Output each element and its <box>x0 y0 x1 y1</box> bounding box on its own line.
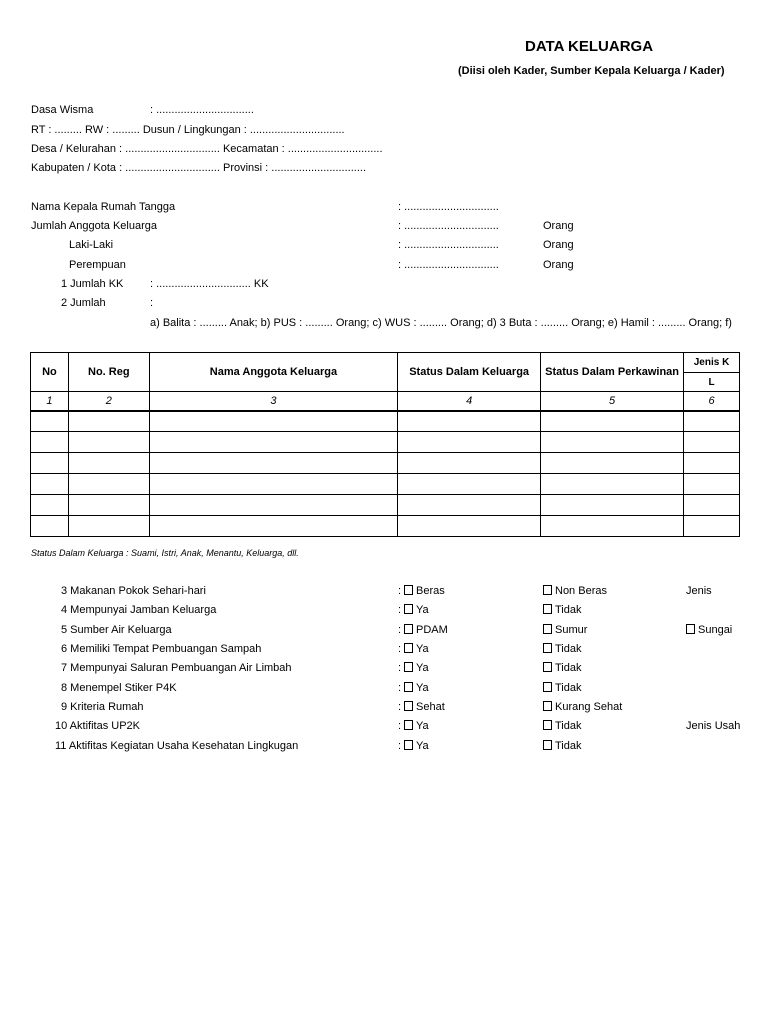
table-cell[interactable] <box>684 432 740 453</box>
col-number: 3 <box>149 392 397 411</box>
checkbox-icon[interactable] <box>404 682 413 692</box>
question-label: 5 Sumber Air Keluarga <box>61 624 172 636</box>
family-members-table <box>30 352 740 537</box>
question-colon: : <box>398 624 402 636</box>
option-label: Ya <box>416 604 429 616</box>
question-extra-label: Jenis Usah <box>686 720 740 732</box>
perempuan-field[interactable]: : ............................... <box>398 259 499 271</box>
option-label: Ya <box>416 662 429 674</box>
question-colon: : <box>398 701 402 713</box>
col-number: 2 <box>68 392 149 411</box>
question-colon: : <box>398 643 402 655</box>
col-header-no: No <box>31 353 69 392</box>
option-checkbox[interactable] <box>404 661 429 675</box>
col-number: 1 <box>31 392 69 411</box>
option-label: Sumur <box>555 624 588 636</box>
kabupaten-provinsi-field[interactable]: Kabupaten / Kota : ............................... Provinsi : ............................... <box>31 162 367 174</box>
table-cell[interactable] <box>684 411 740 432</box>
question-colon: : <box>398 740 402 752</box>
option-label: Ya <box>416 682 429 694</box>
question-label: 11 Aktifitas Kegiatan Usaha Kesehatan Lingkugan <box>55 740 299 752</box>
table-cell[interactable] <box>541 516 684 537</box>
table-cell[interactable] <box>684 495 740 516</box>
option-checkbox[interactable] <box>404 700 445 714</box>
page-title: DATA KELUARGA <box>525 38 654 55</box>
checkbox-icon[interactable] <box>404 585 413 595</box>
option-label: Tidak <box>555 682 582 694</box>
table-cell[interactable] <box>68 474 149 495</box>
option-checkbox[interactable] <box>543 681 582 695</box>
option-label: Tidak <box>555 740 582 752</box>
option-checkbox[interactable] <box>543 700 622 714</box>
table-row <box>31 453 740 474</box>
question-extra-label: Jenis <box>686 585 712 597</box>
option-checkbox[interactable] <box>404 739 429 753</box>
table-cell[interactable] <box>68 453 149 474</box>
table-cell[interactable] <box>31 516 69 537</box>
option-label: Beras <box>416 585 445 597</box>
checkbox-icon[interactable] <box>404 624 413 634</box>
col-header-jenis-kelamin: Jenis K <box>684 353 740 373</box>
option-checkbox[interactable] <box>543 584 607 598</box>
option-checkbox[interactable] <box>543 623 587 637</box>
laki-laki-field[interactable]: : ............................... <box>398 239 499 251</box>
checkbox-icon[interactable] <box>543 740 552 750</box>
option-checkbox[interactable] <box>543 603 582 617</box>
question-colon: : <box>398 662 402 674</box>
option-label: Ya <box>416 740 429 752</box>
table-cell[interactable] <box>398 495 541 516</box>
table-cell[interactable] <box>541 495 684 516</box>
jumlah-kk-label: 1 Jumlah KK <box>61 278 124 290</box>
table-cell[interactable] <box>149 495 397 516</box>
jumlah-label: 2 Jumlah <box>61 297 106 309</box>
dasa-wisma-field[interactable]: : ................................ <box>150 104 254 116</box>
checkbox-icon[interactable] <box>686 624 695 634</box>
option-checkbox[interactable] <box>404 642 429 656</box>
question-label: 7 Mempunyai Saluran Pembuangan Air Limbah <box>61 662 292 674</box>
option-label: Sehat <box>416 701 445 713</box>
table-row <box>31 411 740 432</box>
jumlah-detail-field[interactable]: a) Balita : ......... Anak; b) PUS : ......... Orang; c) WUS : ......... Orang; d) 3 Buta : ......... Orang; e) Hamil : ......... Orang; f) <box>150 317 732 329</box>
option-label: Non Beras <box>555 585 607 597</box>
option-label: Tidak <box>555 720 582 732</box>
option-checkbox[interactable] <box>404 719 429 733</box>
checkbox-icon[interactable] <box>404 740 413 750</box>
checkbox-icon[interactable] <box>543 585 552 595</box>
col-header-status-perkawinan: Status Dalam Perkawinan <box>541 353 684 392</box>
table-cell[interactable] <box>68 411 149 432</box>
table-row <box>31 516 740 537</box>
question-label: 3 Makanan Pokok Sehari-hari <box>61 585 206 597</box>
col-number: 6 <box>684 392 740 411</box>
table-cell[interactable] <box>398 432 541 453</box>
question-label: 6 Memiliki Tempat Pembuangan Sampah <box>61 643 262 655</box>
orang-unit: Orang <box>543 220 574 232</box>
question-label: 10 Aktifitas UP2K <box>55 720 140 732</box>
checkbox-icon[interactable] <box>543 662 552 672</box>
kepala-rumah-tangga-field[interactable]: : ............................... <box>398 201 499 213</box>
option-label: Ya <box>416 643 429 655</box>
checkbox-icon[interactable] <box>543 701 552 711</box>
rt-rw-dusun-field[interactable]: RT : ......... RW : ......... Dusun / Lingkungan : ............................... <box>31 124 345 136</box>
table-cell[interactable] <box>68 495 149 516</box>
option-label: Kurang Sehat <box>555 701 623 713</box>
jumlah-anggota-field[interactable]: : ............................... <box>398 220 499 232</box>
option-label: Ya <box>416 720 429 732</box>
table-number-row <box>31 392 740 411</box>
option-checkbox[interactable] <box>404 584 445 598</box>
table-cell[interactable] <box>149 411 397 432</box>
col-header-no-reg: No. Reg <box>68 353 149 392</box>
table-cell[interactable] <box>31 453 69 474</box>
table-cell[interactable] <box>31 432 69 453</box>
checkbox-icon[interactable] <box>543 682 552 692</box>
table-row <box>31 432 740 453</box>
table-cell[interactable] <box>149 474 397 495</box>
col-number: 5 <box>541 392 684 411</box>
table-cell[interactable] <box>541 432 684 453</box>
col-header-status-keluarga: Status Dalam Keluarga <box>398 353 541 392</box>
option-checkbox[interactable] <box>686 623 732 637</box>
perempuan-label: Perempuan <box>69 259 126 271</box>
col-header-nama: Nama Anggota Keluarga <box>149 353 397 392</box>
col-subheader-l: L <box>684 373 740 392</box>
table-cell[interactable] <box>684 516 740 537</box>
checkbox-icon[interactable] <box>543 720 552 730</box>
question-colon: : <box>398 604 402 616</box>
table-row <box>31 474 740 495</box>
col-number: 4 <box>398 392 541 411</box>
option-checkbox[interactable] <box>543 642 582 656</box>
option-checkbox[interactable] <box>404 623 448 637</box>
option-label: Tidak <box>555 604 582 616</box>
table-cell[interactable] <box>541 453 684 474</box>
option-checkbox[interactable] <box>543 661 582 675</box>
table-cell[interactable] <box>684 453 740 474</box>
table-cell[interactable] <box>31 474 69 495</box>
kepala-rumah-tangga-label: Nama Kepala Rumah Tangga <box>31 201 176 213</box>
option-label: Tidak <box>555 643 582 655</box>
option-checkbox[interactable] <box>543 739 582 753</box>
checkbox-icon[interactable] <box>543 624 552 634</box>
option-checkbox[interactable] <box>543 719 582 733</box>
jumlah-colon: : <box>150 297 154 309</box>
checkbox-icon[interactable] <box>404 643 413 653</box>
option-label: PDAM <box>416 624 448 636</box>
question-label: 9 Kriteria Rumah <box>61 701 144 713</box>
table-cell[interactable] <box>31 411 69 432</box>
table-cell[interactable] <box>398 411 541 432</box>
checkbox-icon[interactable] <box>404 720 413 730</box>
table-cell[interactable] <box>398 474 541 495</box>
table-cell[interactable] <box>68 516 149 537</box>
option-label: Sungai <box>698 624 733 636</box>
table-cell[interactable] <box>398 516 541 537</box>
question-colon: : <box>398 720 402 732</box>
table-cell[interactable] <box>541 411 684 432</box>
table-cell[interactable] <box>68 432 149 453</box>
checkbox-icon[interactable] <box>543 604 552 614</box>
checkbox-icon[interactable] <box>543 643 552 653</box>
orang-unit: Orang <box>543 239 574 251</box>
checkbox-icon[interactable] <box>404 701 413 711</box>
question-colon: : <box>398 682 402 694</box>
table-cell[interactable] <box>31 495 69 516</box>
question-label: 8 Menempel Stiker P4K <box>61 682 177 694</box>
laki-laki-label: Laki-Laki <box>69 239 114 251</box>
table-note: Status Dalam Keluarga : Suami, Istri, Anak, Menantu, Keluarga, dll. <box>31 548 299 558</box>
table-cell[interactable] <box>149 432 397 453</box>
page-subtitle: (Diisi oleh Kader, Sumber Kepala Keluarga / Kader) <box>458 65 725 77</box>
table-cell[interactable] <box>149 516 397 537</box>
table-cell[interactable] <box>541 474 684 495</box>
orang-unit: Orang <box>543 259 574 271</box>
question-label: 4 Mempunyai Jamban Keluarga <box>61 604 217 616</box>
table-header-row <box>31 353 740 373</box>
checkbox-icon[interactable] <box>404 604 413 614</box>
table-cell[interactable] <box>149 453 397 474</box>
jumlah-anggota-label: Jumlah Anggota Keluarga <box>31 220 157 232</box>
table-cell[interactable] <box>684 474 740 495</box>
jumlah-kk-field[interactable]: : ............................... KK <box>150 278 269 290</box>
table-cell[interactable] <box>398 453 541 474</box>
question-colon: : <box>398 585 402 597</box>
option-checkbox[interactable] <box>404 603 429 617</box>
table-row <box>31 495 740 516</box>
checkbox-icon[interactable] <box>404 662 413 672</box>
dasa-wisma-label: Dasa Wisma <box>31 104 94 116</box>
option-checkbox[interactable] <box>404 681 429 695</box>
desa-kecamatan-field[interactable]: Desa / Kelurahan : ............................... Kecamatan : ............................... <box>31 143 383 155</box>
option-label: Tidak <box>555 662 582 674</box>
